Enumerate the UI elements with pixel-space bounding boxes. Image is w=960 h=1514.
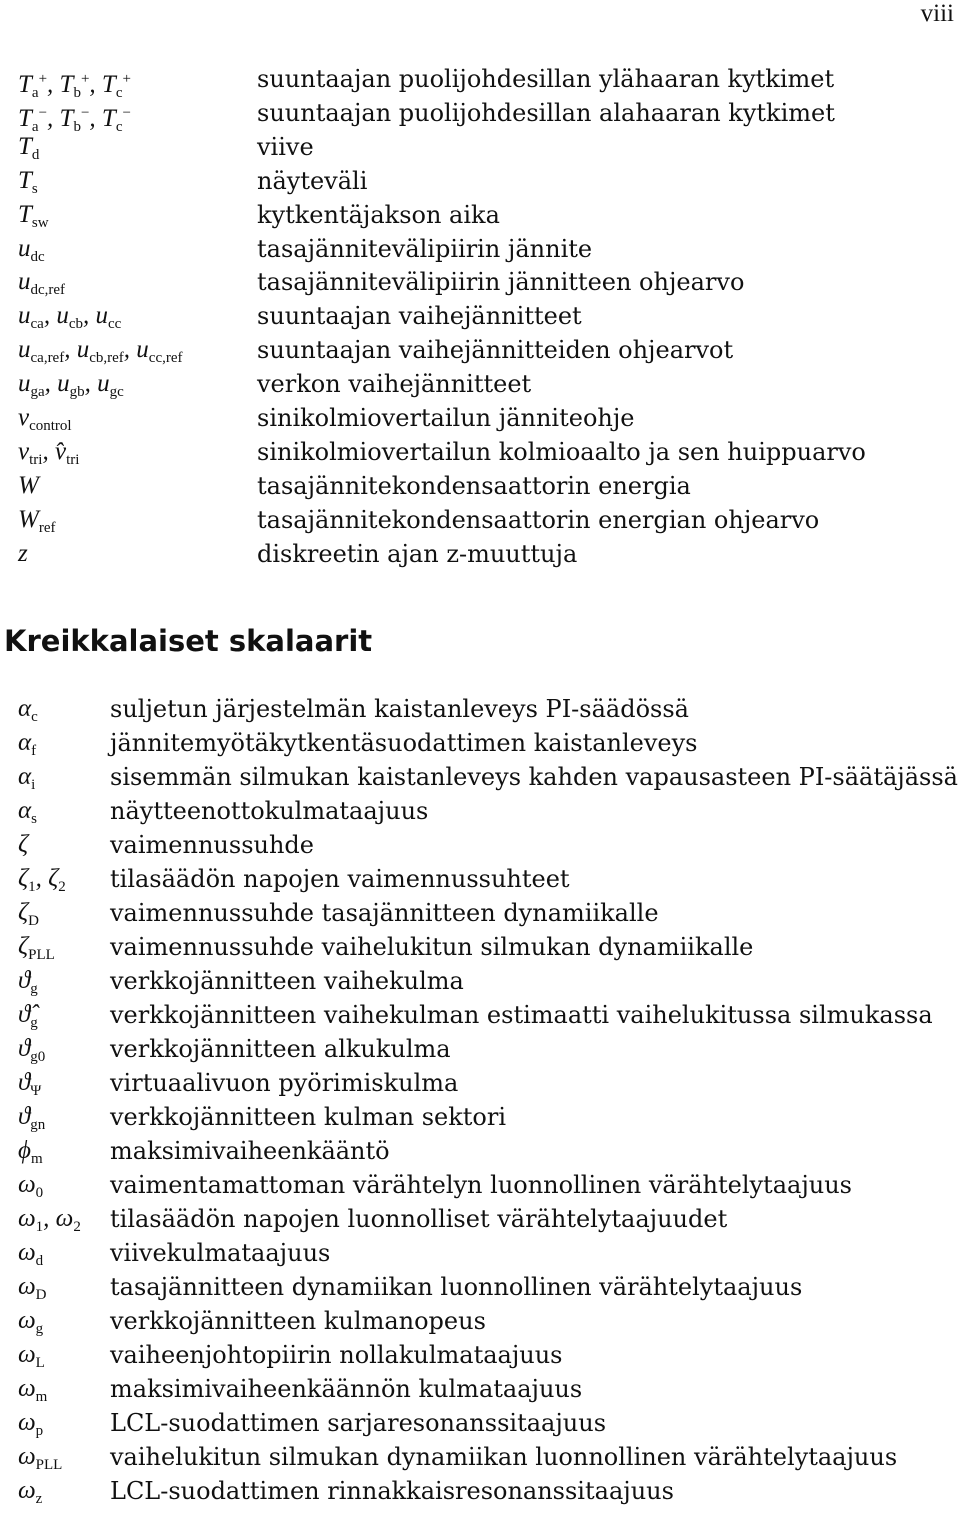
symbol: $\omega_L$ bbox=[18, 1341, 45, 1371]
page-number: viii bbox=[920, 0, 954, 27]
symbol: $\zeta_1$, $\zeta_2$ bbox=[18, 865, 66, 895]
symbol: $\omega_g$ bbox=[18, 1307, 44, 1337]
symbol-description: jännitemyötäkytkentäsuodattimen kaistanleveys bbox=[110, 729, 698, 757]
symbol-description: suljetun järjestelmän kaistanleveys PI-säädössä bbox=[110, 695, 689, 723]
symbol: $u_{ca}$, $u_{cb}$, $u_{cc}$ bbox=[18, 302, 122, 332]
symbol: $\omega_z$ bbox=[18, 1477, 43, 1507]
symbol: $\alpha_c$ bbox=[18, 695, 38, 725]
symbol-description: verkon vaihejännitteet bbox=[257, 370, 532, 398]
symbol: ζ bbox=[18, 831, 29, 858]
symbol-description: tilasäädön napojen luonnolliset värähtelytaajuudet bbox=[110, 1205, 728, 1233]
symbol-description: vaimentamattoman värähtelyn luonnollinen värähtelytaajuus bbox=[110, 1171, 852, 1199]
symbol-description: tasajännitekondensaattorin energia bbox=[257, 472, 691, 500]
symbol: $W_{ref}$ bbox=[18, 506, 56, 536]
symbol: $v_{control}$ bbox=[18, 404, 72, 434]
section-heading-greek-scalars: Kreikkalaiset skalaarit bbox=[4, 624, 373, 658]
symbol-description: suuntaajan puolijohdesillan ylähaaran kytkimet bbox=[257, 65, 835, 93]
symbol-description: verkkojännitteen vaihekulma bbox=[110, 967, 464, 995]
symbol-description: verkkojännitteen kulman sektori bbox=[110, 1103, 507, 1131]
symbol: $ϑ_g$ bbox=[18, 967, 38, 997]
symbol: $u_{dc,ref}$ bbox=[18, 268, 66, 298]
symbol-description: diskreetin ajan z-muuttuja bbox=[257, 540, 578, 568]
symbol-description: maksimivaiheenkäännön kulmataajuus bbox=[110, 1375, 583, 1403]
symbol-description: suuntaajan vaihejännitteet bbox=[257, 302, 582, 330]
symbol-description: tasajännitevälipiirin jännite bbox=[257, 235, 593, 263]
symbol-description: tasajännitteen dynamiikan luonnollinen värähtelytaajuus bbox=[110, 1273, 803, 1301]
symbol-description: näyteväli bbox=[257, 167, 368, 195]
symbol: $T_a^-$, $T_b^-$, $T_c^-$ bbox=[18, 105, 131, 135]
symbol-description: verkkojännitteen kulmanopeus bbox=[110, 1307, 486, 1335]
symbol-description: LCL-suodattimen rinnakkaisresonanssitaajuus bbox=[110, 1477, 674, 1505]
symbol-description: vaimennussuhde bbox=[110, 831, 314, 859]
symbol-description: suuntaajan vaihejännitteiden ohjearvot bbox=[257, 336, 734, 364]
symbol-description: sisemmän silmukan kaistanleveys kahden vapausasteen PI-säätäjässä bbox=[110, 763, 958, 791]
symbol-description: sinikolmiovertailun jänniteohje bbox=[257, 404, 635, 432]
symbol: $ϑ_{gn}$ bbox=[18, 1103, 46, 1133]
symbol-description: tasajännitekondensaattorin energian ohjearvo bbox=[257, 506, 820, 534]
symbol: $u_{ga}$, $u_{gb}$, $u_{gc}$ bbox=[18, 370, 124, 400]
symbol-description: kytkentäjakson aika bbox=[257, 201, 500, 229]
symbol: $ϑ_{g0}$ bbox=[18, 1035, 46, 1065]
symbol: $\alpha_f$ bbox=[18, 729, 37, 759]
symbol-description: tilasäädön napojen vaimennussuhteet bbox=[110, 865, 570, 893]
symbol-description: tasajännitevälipiirin jännitteen ohjearvo bbox=[257, 268, 745, 296]
symbol: $T_d$ bbox=[18, 133, 40, 163]
symbol: $\omega_1$, $\omega_2$ bbox=[18, 1205, 81, 1235]
symbol: $\omega_{PLL}$ bbox=[18, 1443, 63, 1473]
symbol: $\phi_m$ bbox=[18, 1137, 43, 1167]
symbol-description: verkkojännitteen vaihekulman estimaatti vaihelukitussa silmukassa bbox=[110, 1001, 933, 1029]
symbol: $\alpha_s$ bbox=[18, 797, 37, 827]
symbol-description: viive bbox=[257, 133, 314, 161]
symbol-description: vaimennussuhde tasajännitteen dynamiikalle bbox=[110, 899, 659, 927]
symbol-description: sinikolmiovertailun kolmioaalto ja sen huippuarvo bbox=[257, 438, 866, 466]
symbol: $\omega_D$ bbox=[18, 1273, 47, 1303]
symbol: $\omega_m$ bbox=[18, 1375, 48, 1405]
symbol-description: vaihelukitun silmukan dynamiikan luonnollinen värähtelytaajuus bbox=[110, 1443, 898, 1471]
symbol-description: virtuaalivuon pyörimiskulma bbox=[110, 1069, 459, 1097]
symbol: $\zeta_D$ bbox=[18, 899, 39, 929]
symbol-description: vaimennussuhde vaihelukitun silmukan dynamiikalle bbox=[110, 933, 754, 961]
symbol: $\zeta_{PLL}$ bbox=[18, 933, 55, 963]
symbol-description: suuntaajan puolijohdesillan alahaaran kytkimet bbox=[257, 99, 835, 127]
symbol: $v_{tri}$, $v̂_{tri}$ bbox=[18, 438, 80, 468]
symbol: $ϑ_\Psi$ bbox=[18, 1069, 42, 1099]
symbol: $T_s$ bbox=[18, 167, 38, 197]
symbol: $u_{ca,ref}$, $u_{cb,ref}$, $u_{cc,ref}$ bbox=[18, 336, 183, 366]
symbol: $\omega_p$ bbox=[18, 1409, 44, 1439]
symbol: $u_{dc}$ bbox=[18, 235, 45, 265]
symbol-description: verkkojännitteen alkukulma bbox=[110, 1035, 451, 1063]
symbol: $ϑ̂_g$ bbox=[18, 1001, 38, 1031]
symbol-description: näytteenottokulmataajuus bbox=[110, 797, 429, 825]
symbol-description: vaiheenjohtopiirin nollakulmataajuus bbox=[110, 1341, 563, 1369]
symbol: $\alpha_i$ bbox=[18, 763, 36, 793]
symbol-description: maksimivaiheenkääntö bbox=[110, 1137, 390, 1165]
symbol: W bbox=[18, 472, 39, 499]
symbol: $T_{sw}$ bbox=[18, 201, 49, 231]
symbol-description: viivekulmataajuus bbox=[110, 1239, 331, 1267]
symbol-description: LCL-suodattimen sarjaresonanssitaajuus bbox=[110, 1409, 607, 1437]
symbol: $\omega_d$ bbox=[18, 1239, 44, 1269]
symbol: $T_a^+$, $T_b^+$, $T_c^+$ bbox=[18, 71, 131, 101]
symbol: z bbox=[18, 540, 28, 567]
symbol: $\omega_0$ bbox=[18, 1171, 44, 1201]
